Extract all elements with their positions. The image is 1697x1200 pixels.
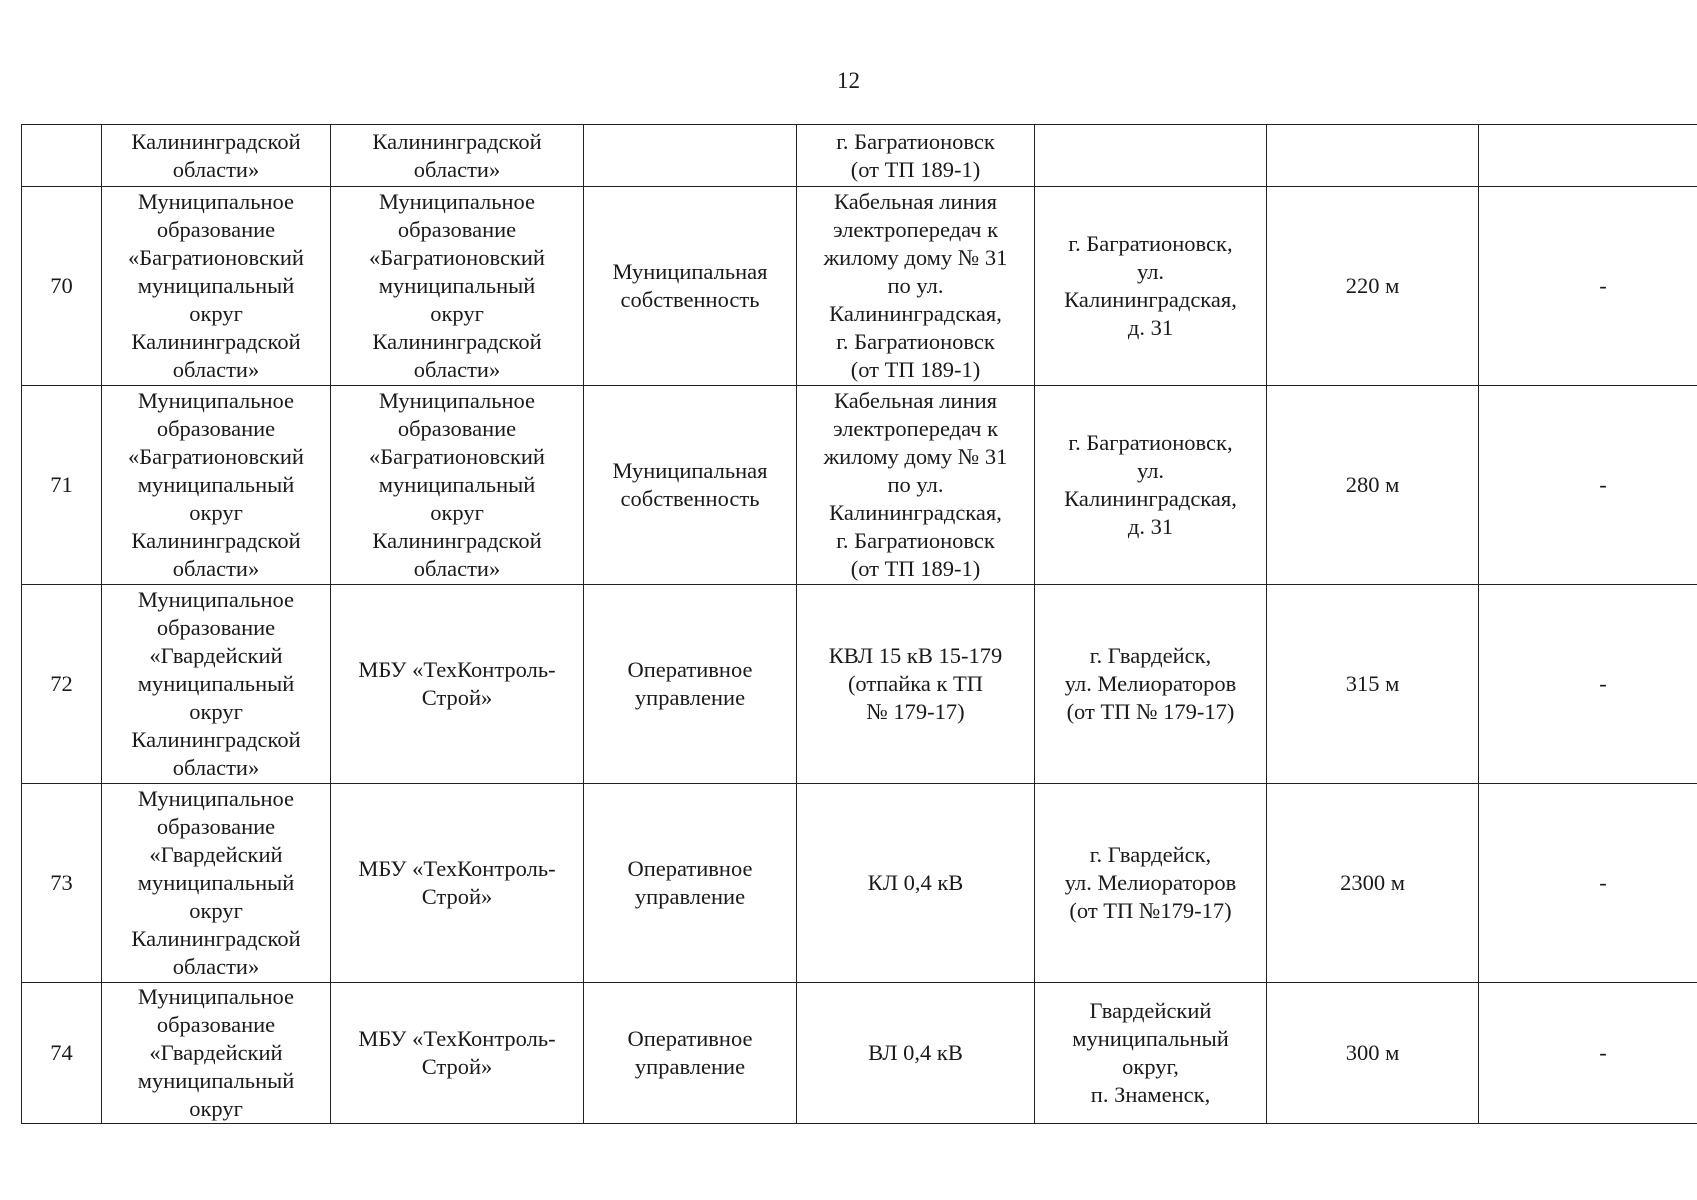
page-number: 12 (837, 68, 860, 93)
cell-length: 220 м (1267, 187, 1479, 386)
cell-holder: Муниципальное образование «Багратионовский муниципальный округ Калининградской области» (331, 386, 584, 585)
table-row-continued (22, 125, 1697, 187)
cell-right-type: Муниципальная собственность (584, 187, 797, 386)
cell-owner: Муниципальное образование «Гвардейский муниципальный округ Калининградской области» (102, 784, 331, 983)
registry-table (21, 124, 1697, 1124)
cell-object: Кабельная линия электропередач к жилому дому № 31 по ул. Калининградская, г. Багратионовск (от ТП 189-1) (797, 386, 1035, 585)
cell-length: 315 м (1267, 585, 1479, 784)
cell-note (1479, 125, 1697, 187)
cell-holder: МБУ «ТехКонтроль- Строй» (331, 983, 584, 1124)
cell-owner: Муниципальное образование «Багратионовский муниципальный округ Калининградской области» (102, 187, 331, 386)
cell-owner: Муниципальное образование «Гвардейский муниципальный округ Калининградской области» (102, 585, 331, 784)
cell-number: 74 (22, 983, 102, 1124)
cell-note: - (1479, 187, 1697, 386)
cell-number (22, 125, 102, 187)
cell-address: г. Багратионовск, ул. Калининградская, д. 31 (1035, 386, 1267, 585)
cell-owner: Муниципальное образование «Гвардейский муниципальный округ (102, 983, 331, 1124)
cell-object: КВЛ 15 кВ 15-179 (отпайка к ТП № 179-17) (797, 585, 1035, 784)
cell-number: 71 (22, 386, 102, 585)
cell-object: КЛ 0,4 кВ (797, 784, 1035, 983)
cell-address: г. Гвардейск, ул. Мелиораторов (от ТП №179-17) (1035, 784, 1267, 983)
cell-right-type: Муниципальная собственность (584, 386, 797, 585)
table-row-70 (22, 187, 1697, 386)
cell-holder: МБУ «ТехКонтроль- Строй» (331, 784, 584, 983)
cell-holder: МБУ «ТехКонтроль- Строй» (331, 585, 584, 784)
table-row-73 (22, 784, 1697, 983)
cell-owner: Калининградской области» (102, 125, 331, 187)
cell-object: ВЛ 0,4 кВ (797, 983, 1035, 1124)
cell-number: 70 (22, 187, 102, 386)
cell-holder: Муниципальное образование «Багратионовский муниципальный округ Калининградской области» (331, 187, 584, 386)
cell-right-type: Оперативное управление (584, 983, 797, 1124)
cell-length: 300 м (1267, 983, 1479, 1124)
cell-address (1035, 125, 1267, 187)
cell-number: 72 (22, 585, 102, 784)
cell-address: Гвардейский муниципальный округ, п. Знаменск, (1035, 983, 1267, 1124)
cell-note: - (1479, 983, 1697, 1124)
cell-note: - (1479, 585, 1697, 784)
cell-right-type (584, 125, 797, 187)
cell-address: г. Багратионовск, ул. Калининградская, д. 31 (1035, 187, 1267, 386)
table-row-72 (22, 585, 1697, 784)
cell-length (1267, 125, 1479, 187)
cell-holder: Калининградской области» (331, 125, 584, 187)
cell-number: 73 (22, 784, 102, 983)
cell-note: - (1479, 784, 1697, 983)
cell-right-type: Оперативное управление (584, 784, 797, 983)
cell-address: г. Гвардейск, ул. Мелиораторов (от ТП № 179-17) (1035, 585, 1267, 784)
cell-owner: Муниципальное образование «Багратионовский муниципальный округ Калининградской области» (102, 386, 331, 585)
table-row-74 (22, 983, 1697, 1124)
cell-object: Кабельная линия электропередач к жилому дому № 31 по ул. Калининградская, г. Багратионовск (от ТП 189-1) (797, 187, 1035, 386)
cell-right-type: Оперативное управление (584, 585, 797, 784)
cell-length: 2300 м (1267, 784, 1479, 983)
cell-object: г. Багратионовск (от ТП 189-1) (797, 125, 1035, 187)
cell-note: - (1479, 386, 1697, 585)
cell-length: 280 м (1267, 386, 1479, 585)
table-row-71 (22, 386, 1697, 585)
